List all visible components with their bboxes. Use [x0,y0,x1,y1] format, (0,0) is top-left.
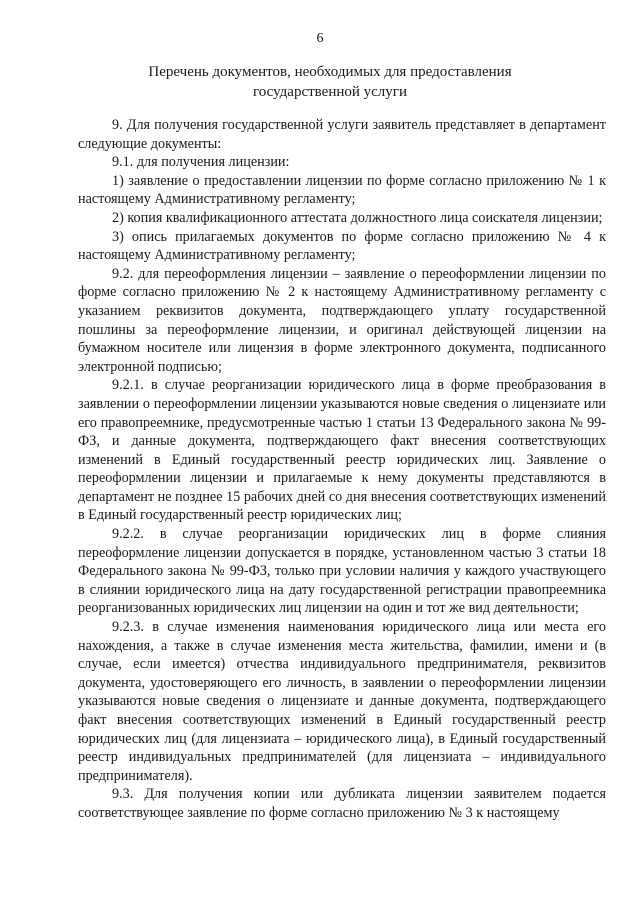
paragraph-9-2-2: 9.2.2. в случае реорганизации юридических лиц в форме слияния переоформление лицензии допускается в порядке, установленном частью 3 статьи 18 Федерального закона № 99-ФЗ, только при условии наличия у каждого участвующего в слиянии юридического лица на дату государственной регистрации правопреемника реорганизованных юридических лиц лицензии на один и тот же вид деятельности; [78,526,606,617]
paragraph-9-1-item-1: 1) заявление о предоставлении лицензии по форме согласно приложению № 1 к настоящему Административному регламенту; [78,172,606,208]
paragraph-9-1: 9.1. для получения лицензии: [112,154,290,171]
paragraph-9-1-item-3: 3) опись прилагаемых документов по форме согласно приложению № 4 к настоящему Административному регламенту; [78,228,606,264]
paragraph-9-1-item-2: 2) копия квалификационного аттестата должностного лица соискателя лицензии; [112,209,603,226]
paragraph-9-2-3: 9.2.3. в случае изменения наименования юридического лица или места его нахождения, а также в случае изменения места жительства, фамилии, имени и (в случае, если имеется) отчества индивидуального предпринимателя, реквизитов документа, удостоверяющего его личность, в заявлении о переоформлении лицензии указываются новые сведения о лицензиате и данные документа, подтверждающего факт внесения соответствующих изменений в Единый государственный реестр юридических лиц (для лицензиата – юридического лица), в Единый государственный реестр индивидуальных предпринимателей (для лицензиата – индивидуального предпринимателя). [78,619,606,784]
paragraph-9: 9. Для получения государственной услуги заявитель представляет в департамент следующие документы: [78,117,606,152]
heading-line-1: Перечень документов, необходимых для предоставления [148,64,512,80]
page-number: 6 [316,31,324,46]
paragraph-9-3: 9.3. Для получения копии или дубликата лицензии заявителем подается соответствующее заявление по форме согласно приложению № 3 к настоящему [78,786,606,821]
paragraph-9-2-1: 9.2.1. в случае реорганизации юридического лица в форме преобразования в заявлении о переоформлении лицензии указываются новые сведения о лицензиате или его правопреемнике, предусмотренные частью 1 статьи 13 Федерального закона № 99-ФЗ, и данные документа, подтверждающего факт внесения соответствующих изменений в Единый государственный реестр юридических лиц. Заявление о переоформлении лицензии и прилагаемые к нему документы представляются в департамент не позднее 15 рабочих дней со дня внесения соответствующих изменений в Единый государственный реестр юридических лиц; [78,377,606,524]
heading-line-2: государственной услуги [253,84,407,100]
paragraph-9-2: 9.2. для переоформления лицензии – заявление о переоформлении лицензии по форме согласно приложению № 2 к настоящему Административному регламенту с указанием реквизитов документа, подтверждающего уплату государственной пошлины за переоформление лицензии, и оригинал действующей лицензии на бумажном носителе или лицензия в форме электронного документа, подписанного электронной подписью; [78,265,606,375]
document-body [78,116,606,823]
section-heading [60,62,600,102]
